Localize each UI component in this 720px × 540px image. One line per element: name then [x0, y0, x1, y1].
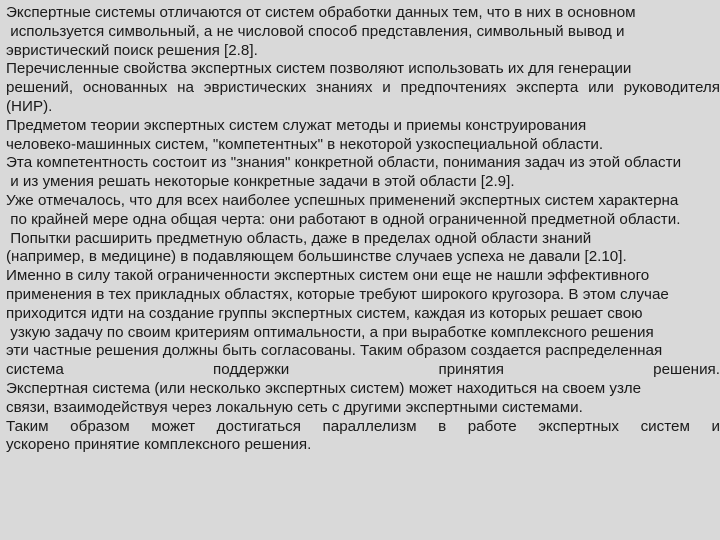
- text-line: Предметом теории экспертных систем служат методы и приемы конструирования: [6, 116, 587, 134]
- text-line: система поддержки принятия решения.: [6, 361, 720, 379]
- text-line: Попытки расширить предметную область, даже в пределах одной области знаний: [6, 229, 592, 247]
- text-line: Экспертная система (или несколько экспертных систем) может находиться на своем узле: [6, 379, 642, 397]
- text-line: человеко-машинных систем, "компетентных" в некоторой узкоспециальной области.: [6, 135, 604, 153]
- text-line: и из умения решать некоторые конкретные задачи в этой области [2.9].: [6, 173, 515, 191]
- text-line: ускорено принятие комплексного решения.: [6, 436, 312, 454]
- text-line: Таким образом может достигаться параллелизм в работе экспертных систем и: [6, 417, 720, 435]
- text-line: используется символьный, а не числовой способ представления, символьный вывод и: [6, 22, 625, 40]
- text-line: Перечисленные свойства экспертных систем позволяют использовать их для генерации: [6, 60, 632, 78]
- text-line: по крайней мере одна общая черта: они работают в одной ограниченной предметной области.: [6, 210, 681, 228]
- text-line: эвристический поиск решения [2.8].: [6, 41, 258, 59]
- text-line: применения в тех прикладных областях, которые требуют широкого кругозора. В этом случае: [6, 285, 669, 303]
- text-line: узкую задачу по своим критериям оптимальности, а при выработке комплексного решения: [6, 323, 654, 341]
- text-line: эти частные решения должны быть согласованы. Таким образом создается распределенная: [6, 342, 663, 360]
- text-line: решений, основанных на эвристических знаниях и предпочтениях эксперта или руководителя: [6, 79, 720, 97]
- text-line: Именно в силу такой ограниченности экспертных систем они еще не нашли эффективного: [6, 267, 650, 285]
- text-line: (НИР).: [6, 97, 53, 115]
- text-line: Уже отмечалось, что для всех наиболее успешных применений экспертных систем характерна: [6, 191, 679, 209]
- text-line: Эта компетентность состоит из "знания" конкретной области, понимания задач из этой области: [6, 154, 682, 172]
- text-line: (например, в медицине) в подавляющем большинстве случаев успеха не давали [2.10].: [6, 248, 627, 266]
- text-line: связи, взаимодействуя через локальную сеть с другими экспертными системами.: [6, 398, 583, 416]
- text-line: приходится идти на создание группы экспертных систем, каждая из которых решает свою: [6, 304, 643, 322]
- text-line: Экспертные системы отличаются от систем обработки данных тем, что в них в основном: [6, 4, 636, 21]
